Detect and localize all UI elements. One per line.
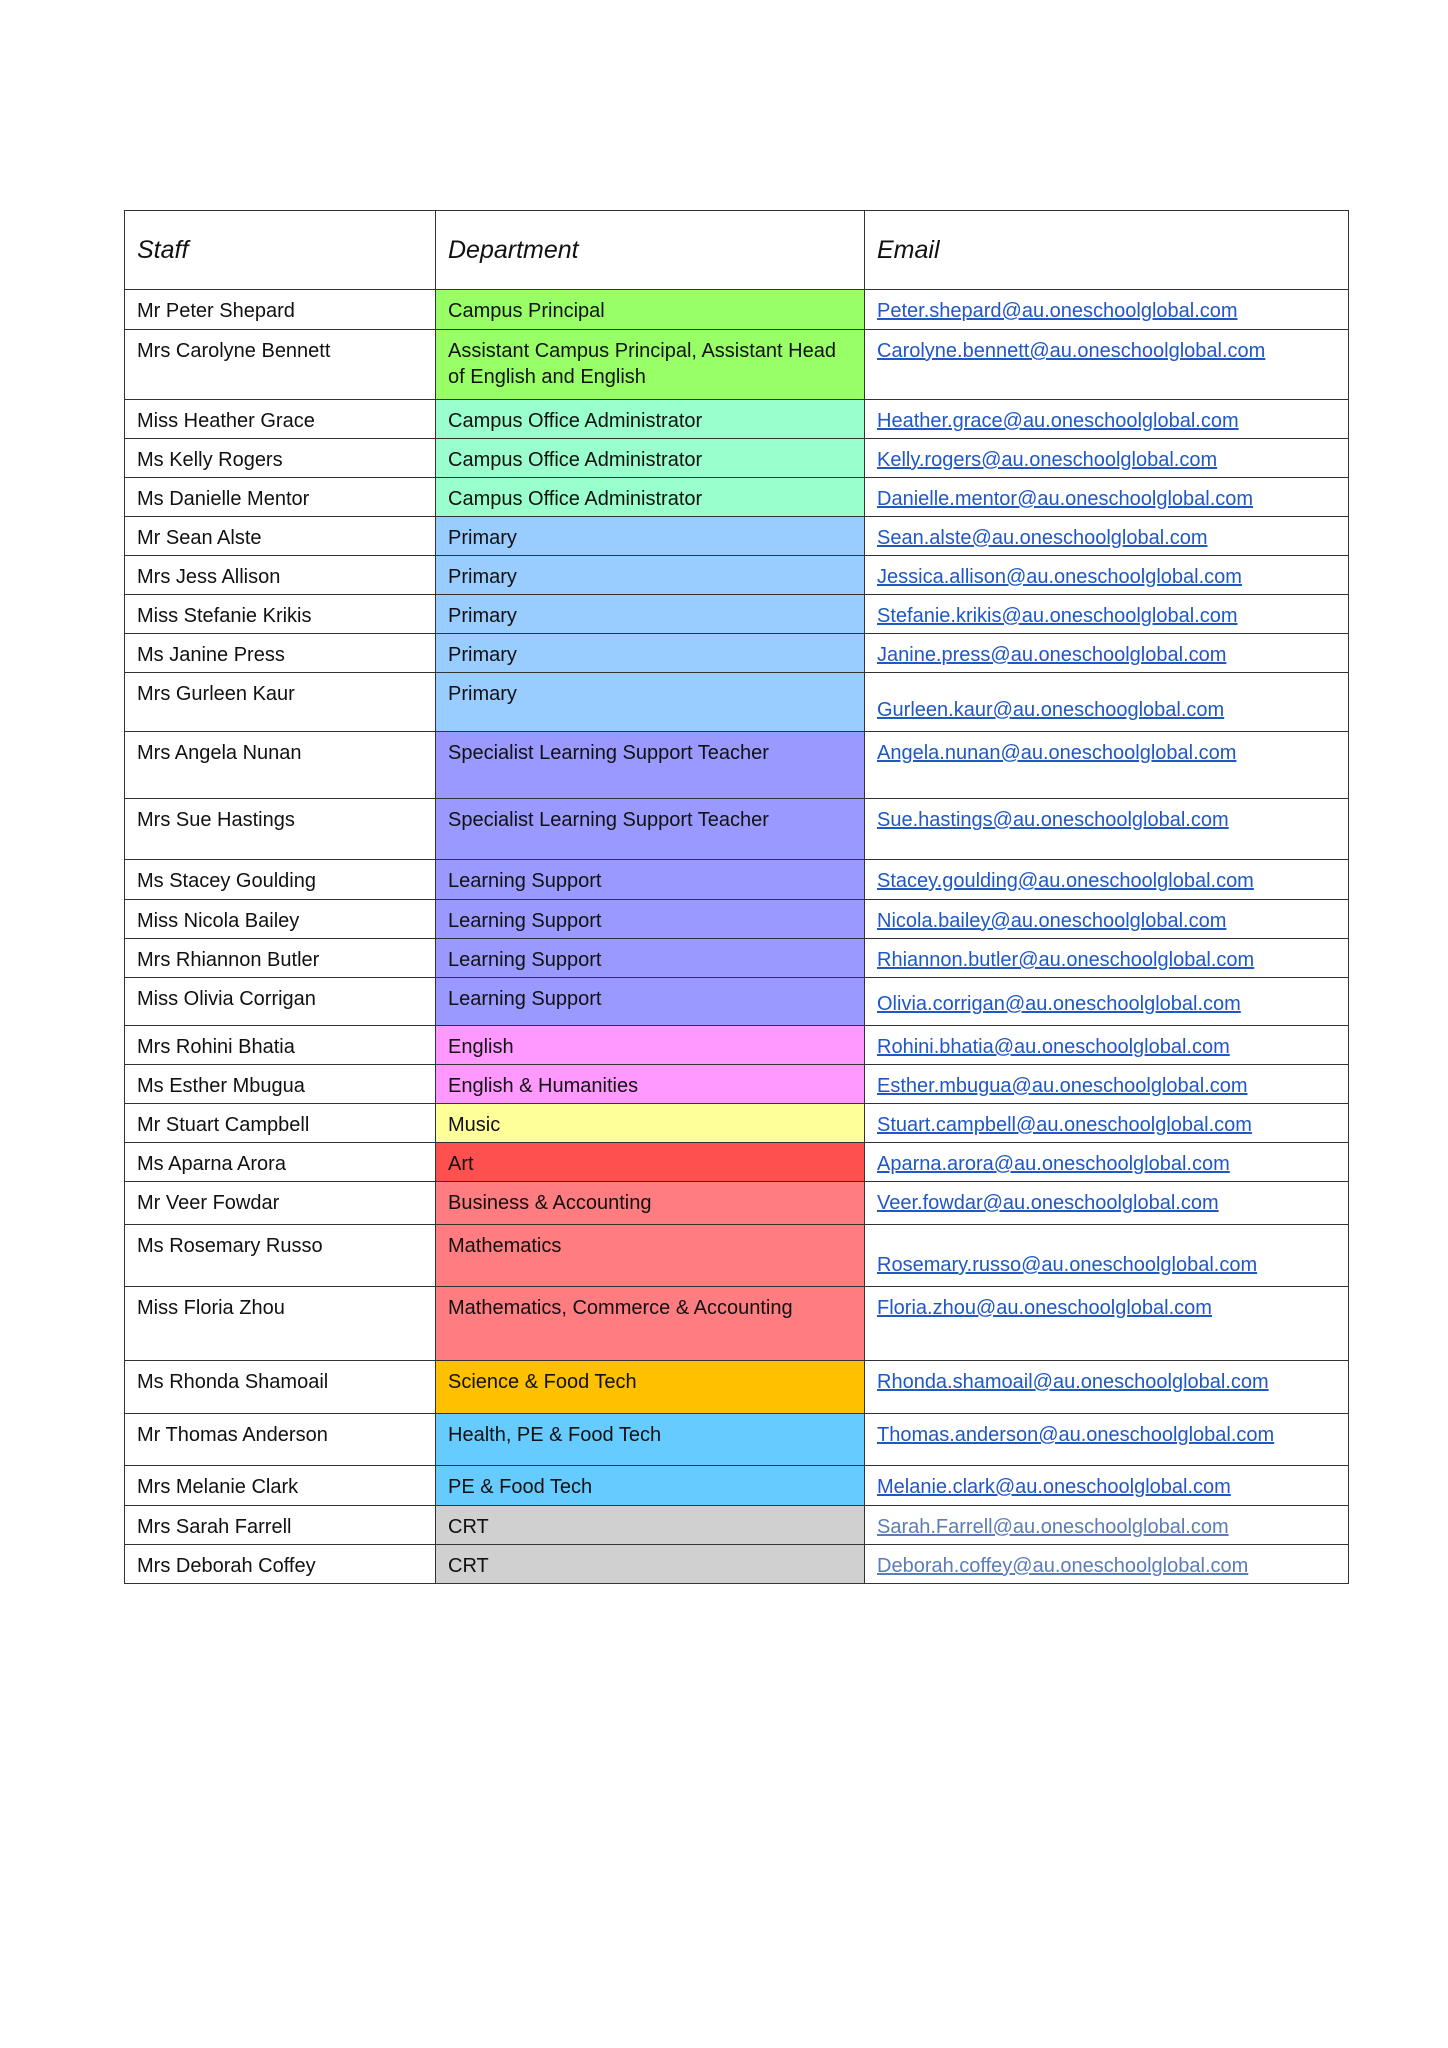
- email-cell: [865, 860, 1349, 900]
- table-row: [125, 439, 1349, 478]
- table-row: [125, 860, 1349, 900]
- staff-name-cell: Ms Rosemary Russo: [125, 1225, 436, 1287]
- email-cell: [865, 595, 1349, 634]
- department-cell: Music: [436, 1104, 865, 1143]
- staff-name-cell: Mrs Melanie Clark: [125, 1466, 436, 1506]
- email-cell: [865, 439, 1349, 478]
- staff-name-cell: Mrs Rhiannon Butler: [125, 939, 436, 978]
- table-row: [125, 939, 1349, 978]
- department-cell: Campus Office Administrator: [436, 400, 865, 439]
- staff-name-cell: Mrs Deborah Coffey: [125, 1545, 436, 1584]
- email-link[interactable]: Gurleen.kaur@au.oneschooglobal.com: [877, 699, 1225, 721]
- email-link[interactable]: Peter.shepard@au.oneschoolglobal.com: [877, 300, 1238, 322]
- department-cell: Learning Support: [436, 939, 865, 978]
- email-cell: [865, 900, 1349, 939]
- email-cell: [865, 1182, 1349, 1225]
- staff-name-cell: Ms Janine Press: [125, 634, 436, 673]
- department-cell: Art: [436, 1143, 865, 1182]
- email-link[interactable]: Heather.grace@au.oneschoolglobal.com: [877, 410, 1239, 432]
- department-cell: Primary: [436, 673, 865, 732]
- staff-name-cell: Mrs Rohini Bhatia: [125, 1026, 436, 1065]
- email-cell: [865, 556, 1349, 595]
- staff-name-cell: Mr Sean Alste: [125, 517, 436, 556]
- staff-name-cell: Ms Kelly Rogers: [125, 439, 436, 478]
- staff-name-cell: Ms Danielle Mentor: [125, 478, 436, 517]
- department-cell: Mathematics, Commerce & Accounting: [436, 1287, 865, 1361]
- table-row: [125, 1287, 1349, 1361]
- email-cell: [865, 478, 1349, 517]
- department-cell: English & Humanities: [436, 1065, 865, 1104]
- table-row: [125, 1361, 1349, 1414]
- email-link[interactable]: Angela.nunan@au.oneschoolglobal.com: [877, 742, 1237, 764]
- staff-name-cell: Mr Thomas Anderson: [125, 1414, 436, 1466]
- table-row: [125, 1414, 1349, 1466]
- department-cell: Science & Food Tech: [436, 1361, 865, 1414]
- department-cell: PE & Food Tech: [436, 1466, 865, 1506]
- staff-name-cell: Mr Veer Fowdar: [125, 1182, 436, 1225]
- table-row: [125, 1143, 1349, 1182]
- staff-column-header: Staff: [125, 211, 436, 290]
- department-column-header: Department: [436, 211, 865, 290]
- department-cell: Campus Office Administrator: [436, 478, 865, 517]
- department-cell: CRT: [436, 1506, 865, 1545]
- table-row: [125, 673, 1349, 732]
- email-cell: [865, 330, 1349, 400]
- email-link[interactable]: Deborah.coffey@au.oneschoolglobal.com: [877, 1555, 1249, 1577]
- staff-name-cell: Mrs Carolyne Bennett: [125, 330, 436, 400]
- table-row: [125, 1104, 1349, 1143]
- email-link[interactable]: Kelly.rogers@au.oneschoolglobal.com: [877, 449, 1218, 471]
- staff-name-cell: Ms Aparna Arora: [125, 1143, 436, 1182]
- table-row: [125, 732, 1349, 799]
- staff-name-cell: Mrs Angela Nunan: [125, 732, 436, 799]
- email-cell: [865, 1466, 1349, 1506]
- department-cell: Primary: [436, 595, 865, 634]
- email-link[interactable]: Stefanie.krikis@au.oneschoolglobal.com: [877, 605, 1238, 627]
- staff-name-cell: Mrs Sue Hastings: [125, 799, 436, 860]
- email-cell: [865, 1506, 1349, 1545]
- table-row: [125, 1065, 1349, 1104]
- department-cell: Primary: [436, 517, 865, 556]
- email-link[interactable]: Thomas.anderson@au.oneschoolglobal.com: [877, 1424, 1275, 1446]
- table-header-row: [125, 211, 1349, 290]
- email-link[interactable]: Rhonda.shamoail@au.oneschoolglobal.com: [877, 1371, 1269, 1393]
- email-cell: [865, 1026, 1349, 1065]
- email-cell: [865, 799, 1349, 860]
- staff-name-cell: Mrs Sarah Farrell: [125, 1506, 436, 1545]
- department-cell: Business & Accounting: [436, 1182, 865, 1225]
- department-cell: CRT: [436, 1545, 865, 1584]
- department-cell: Campus Office Administrator: [436, 439, 865, 478]
- department-cell: Specialist Learning Support Teacher: [436, 799, 865, 860]
- email-cell: [865, 939, 1349, 978]
- email-link[interactable]: Melanie.clark@au.oneschoolglobal.com: [877, 1476, 1231, 1498]
- table-row: [125, 634, 1349, 673]
- table-row: [125, 1506, 1349, 1545]
- email-cell: [865, 1545, 1349, 1584]
- department-cell: Learning Support: [436, 978, 865, 1026]
- email-link[interactable]: Carolyne.bennett@au.oneschoolglobal.com: [877, 340, 1266, 362]
- department-cell: English: [436, 1026, 865, 1065]
- email-link[interactable]: Sarah.Farrell@au.oneschoolglobal.com: [877, 1516, 1229, 1538]
- table-row: [125, 517, 1349, 556]
- email-link[interactable]: Janine.press@au.oneschoolglobal.com: [877, 644, 1227, 666]
- staff-name-cell: Miss Nicola Bailey: [125, 900, 436, 939]
- department-cell: Health, PE & Food Tech: [436, 1414, 865, 1466]
- department-cell: Primary: [436, 556, 865, 595]
- staff-name-cell: Mr Stuart Campbell: [125, 1104, 436, 1143]
- email-link[interactable]: Esther.mbugua@au.oneschoolglobal.com: [877, 1075, 1248, 1097]
- email-link[interactable]: Sean.alste@au.oneschoolglobal.com: [877, 527, 1208, 549]
- email-link[interactable]: Danielle.mentor@au.oneschoolglobal.com: [877, 488, 1254, 510]
- email-cell: [865, 634, 1349, 673]
- table-row: [125, 900, 1349, 939]
- department-cell: Assistant Campus Principal, Assistant Head of English and English: [436, 330, 865, 400]
- department-cell: Learning Support: [436, 860, 865, 900]
- table-row: [125, 595, 1349, 634]
- department-cell: Specialist Learning Support Teacher: [436, 732, 865, 799]
- table-row: [125, 330, 1349, 400]
- email-cell: [865, 1065, 1349, 1104]
- email-cell: [865, 290, 1349, 330]
- email-link[interactable]: Rosemary.russo@au.oneschoolglobal.com: [877, 1254, 1258, 1276]
- email-cell: [865, 1287, 1349, 1361]
- email-cell: [865, 978, 1349, 1026]
- email-cell: [865, 1414, 1349, 1466]
- email-cell: [865, 400, 1349, 439]
- email-link[interactable]: Stacey.goulding@au.oneschoolglobal.com: [877, 870, 1254, 892]
- staff-name-cell: Mrs Jess Allison: [125, 556, 436, 595]
- table-row: [125, 290, 1349, 330]
- department-cell: Mathematics: [436, 1225, 865, 1287]
- email-link[interactable]: Stuart.campbell@au.oneschoolglobal.com: [877, 1114, 1252, 1136]
- staff-name-cell: Ms Rhonda Shamoail: [125, 1361, 436, 1414]
- staff-name-cell: Miss Olivia Corrigan: [125, 978, 436, 1026]
- table-row: [125, 1225, 1349, 1287]
- table-row: [125, 799, 1349, 860]
- table-row: [125, 1182, 1349, 1225]
- email-link[interactable]: Nicola.bailey@au.oneschoolglobal.com: [877, 910, 1227, 932]
- email-cell: [865, 517, 1349, 556]
- email-cell: [865, 1361, 1349, 1414]
- email-cell: [865, 1225, 1349, 1287]
- staff-name-cell: Mr Peter Shepard: [125, 290, 436, 330]
- email-cell: [865, 1143, 1349, 1182]
- table-row: [125, 556, 1349, 595]
- staff-name-cell: Miss Stefanie Krikis: [125, 595, 436, 634]
- department-cell: Primary: [436, 634, 865, 673]
- email-link[interactable]: Aparna.arora@au.oneschoolglobal.com: [877, 1153, 1230, 1175]
- email-cell: [865, 1104, 1349, 1143]
- email-cell: [865, 732, 1349, 799]
- email-link[interactable]: Olivia.corrigan@au.oneschoolglobal.com: [877, 993, 1241, 1015]
- table-row: [125, 978, 1349, 1026]
- table-row: [125, 1026, 1349, 1065]
- table-row: [125, 1545, 1349, 1584]
- department-cell: Learning Support: [436, 900, 865, 939]
- email-link[interactable]: Floria.zhou@au.oneschoolglobal.com: [877, 1297, 1212, 1319]
- staff-name-cell: Miss Heather Grace: [125, 400, 436, 439]
- staff-name-cell: Ms Stacey Goulding: [125, 860, 436, 900]
- table-row: [125, 478, 1349, 517]
- staff-name-cell: Miss Floria Zhou: [125, 1287, 436, 1361]
- staff-name-cell: Mrs Gurleen Kaur: [125, 673, 436, 732]
- email-link[interactable]: Veer.fowdar@au.oneschoolglobal.com: [877, 1192, 1219, 1214]
- department-cell: Campus Principal: [436, 290, 865, 330]
- email-link[interactable]: Jessica.allison@au.oneschoolglobal.com: [877, 566, 1242, 588]
- email-link[interactable]: Rhiannon.butler@au.oneschoolglobal.com: [877, 949, 1255, 971]
- email-link[interactable]: Sue.hastings@au.oneschoolglobal.com: [877, 809, 1229, 831]
- table-row: [125, 400, 1349, 439]
- table-row: [125, 1466, 1349, 1506]
- staff-name-cell: Ms Esther Mbugua: [125, 1065, 436, 1104]
- email-column-header: Email: [865, 211, 1349, 290]
- staff-directory-table: [124, 210, 1349, 1584]
- email-cell: [865, 673, 1349, 732]
- email-link[interactable]: Rohini.bhatia@au.oneschoolglobal.com: [877, 1036, 1230, 1058]
